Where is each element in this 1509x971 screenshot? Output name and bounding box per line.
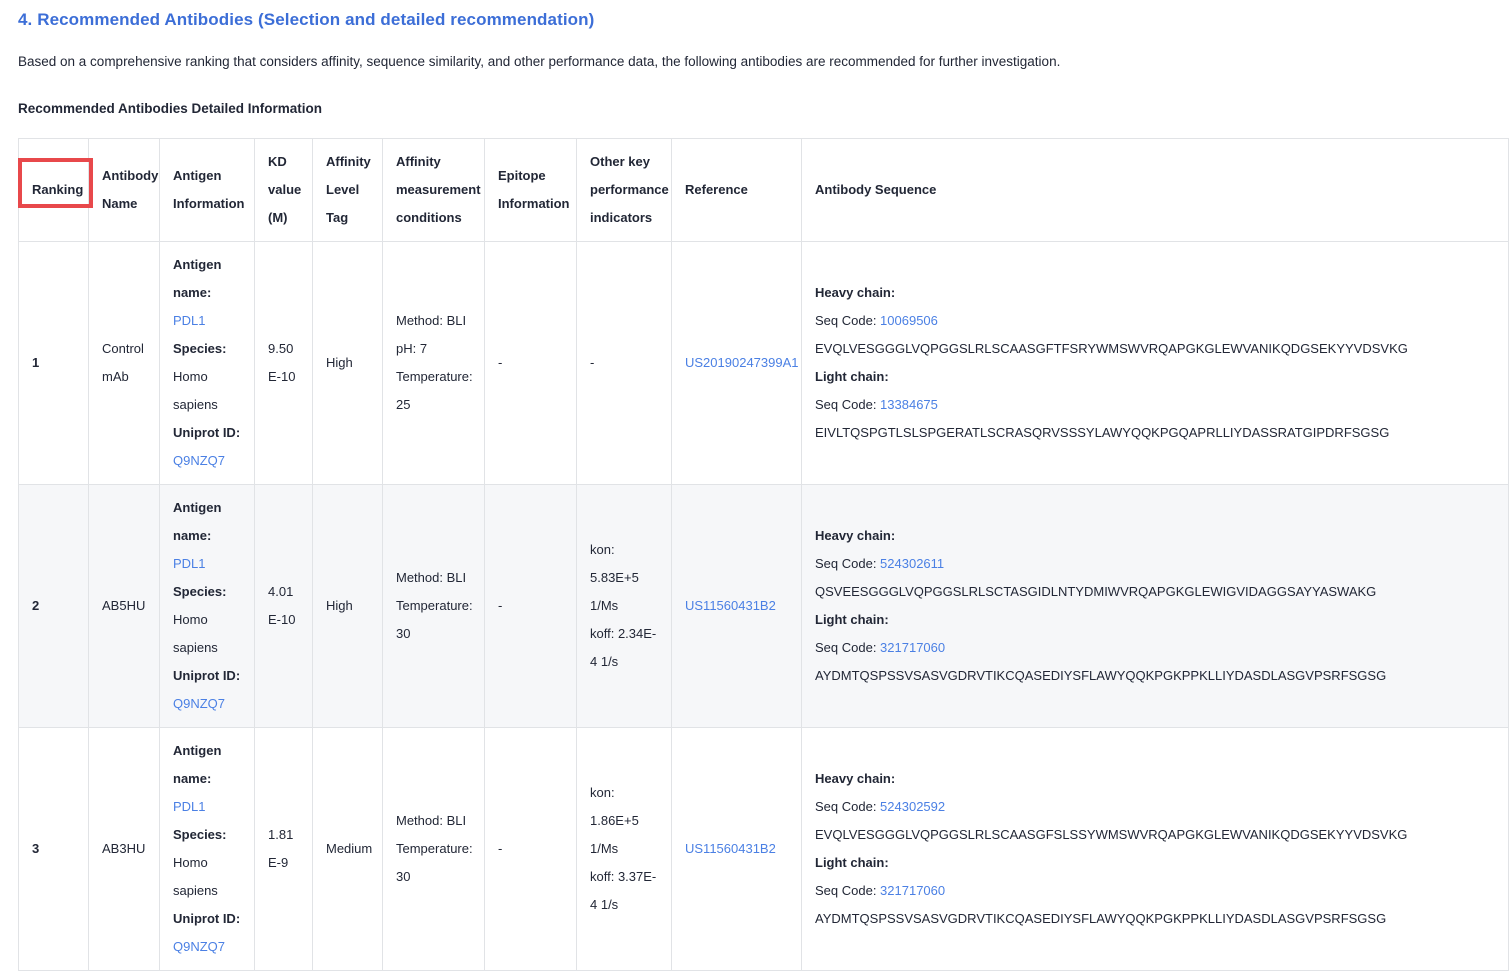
kd-value-cell: 9.50E-10 — [255, 242, 313, 485]
ranking-cell: 2 — [19, 485, 89, 728]
affinity-level-cell: High — [313, 242, 383, 485]
seq-code-label: Seq Code: — [815, 556, 881, 571]
header-epitope-information: Epitope Information — [485, 139, 577, 242]
species-label: Species: — [173, 341, 227, 356]
species-value: Homo sapiens — [173, 612, 218, 655]
heavy-seq-code-link[interactable]: 524302611 — [880, 556, 945, 571]
indicator-line: kon: 1.86E+5 1/Ms — [590, 785, 639, 856]
uniprot-link[interactable]: Q9NZQ7 — [173, 453, 226, 468]
ranking-cell: 1 — [19, 242, 89, 485]
condition-line: Temperature: 30 — [396, 598, 473, 641]
seq-code-label: Seq Code: — [815, 397, 881, 412]
affinity-level-cell: High — [313, 485, 383, 728]
recommended-antibodies-table — [18, 138, 1509, 971]
light-seq-code-link[interactable]: 321717060 — [880, 640, 946, 655]
reference-cell — [672, 728, 802, 971]
heavy-seq-code-link[interactable]: 524302592 — [880, 799, 946, 814]
table-header-row — [19, 139, 1509, 242]
table-row — [19, 728, 1509, 971]
heavy-sequence: EVQLVESGGGLVQPGGSLRLSCAASGFSLSSYWMSWVRQAPGKGLEWVANIKQDGSEKYYVDSVKG — [815, 827, 1408, 842]
header-ranking: Ranking — [19, 139, 89, 242]
table-row — [19, 485, 1509, 728]
other-indicators-cell — [577, 242, 672, 485]
header-affinity-measurement-conditions: Affinity measurement conditions — [383, 139, 485, 242]
antigen-info-cell — [160, 728, 255, 971]
light-chain-label: Light chain: — [815, 855, 889, 870]
light-chain-label: Light chain: — [815, 369, 889, 384]
uniprot-label: Uniprot ID: — [173, 425, 241, 440]
antigen-name-link[interactable]: PDL1 — [173, 313, 206, 328]
intro-paragraph: Based on a comprehensive ranking that considers affinity, sequence similarity, and other performance data, the following antibodies are recommended for further investigation. — [18, 54, 1061, 69]
antigen-name-link[interactable]: PDL1 — [173, 556, 206, 571]
header-antibody-sequence: Antibody Sequence — [802, 139, 1509, 242]
table-caption: Recommended Antibodies Detailed Information — [18, 101, 323, 116]
epitope-cell: - — [485, 485, 577, 728]
light-sequence: EIVLTQSPGTLSLSPGERATLSCRASQRVSSSYLAWYQQKPGQAPRLLIYDASSRATGIPDRFSGSG — [815, 425, 1390, 440]
conditions-cell — [383, 242, 485, 485]
light-seq-code-link[interactable]: 13384675 — [880, 397, 938, 412]
header-reference: Reference — [672, 139, 802, 242]
sequence-cell — [802, 728, 1509, 971]
uniprot-label: Uniprot ID: — [173, 911, 241, 926]
header-kd-value: KD value (M) — [255, 139, 313, 242]
seq-code-label: Seq Code: — [815, 883, 881, 898]
other-indicators-cell — [577, 485, 672, 728]
antibody-name-cell: Control mAb — [89, 242, 160, 485]
header-antibody-name: Antibody Name — [89, 139, 160, 242]
species-value: Homo sapiens — [173, 855, 218, 898]
condition-line: Method: BLI — [396, 313, 467, 328]
epitope-cell: - — [485, 242, 577, 485]
section-title: 4. Recommended Antibodies (Selection and detailed recommendation) — [18, 10, 595, 29]
indicator-line: koff: 2.34E-4 1/s — [590, 626, 657, 669]
indicator-line: - — [590, 355, 595, 370]
table-row — [19, 242, 1509, 485]
epitope-cell: - — [485, 728, 577, 971]
seq-code-label: Seq Code: — [815, 640, 881, 655]
heavy-sequence: EVQLVESGGGLVQPGGSLRLSCAASGFTFSRYWMSWVRQAPGKGLEWVANIKQDGSEKYYVDSVKG — [815, 341, 1408, 356]
header-other-key-performance-indicators: Other key performance indicators — [577, 139, 672, 242]
condition-line: Temperature: 25 — [396, 369, 473, 412]
other-indicators-cell — [577, 728, 672, 971]
seq-code-label: Seq Code: — [815, 799, 881, 814]
sequence-cell — [802, 242, 1509, 485]
antigen-info-cell — [160, 485, 255, 728]
antibody-name-cell: AB5HU — [89, 485, 160, 728]
condition-line: Temperature: 30 — [396, 841, 473, 884]
indicator-line: koff: 3.37E-4 1/s — [590, 869, 657, 912]
reference-link[interactable]: US11560431B2 — [685, 598, 776, 613]
reference-link[interactable]: US11560431B2 — [685, 841, 776, 856]
condition-line: Method: BLI — [396, 813, 467, 828]
uniprot-link[interactable]: Q9NZQ7 — [173, 939, 226, 954]
species-label: Species: — [173, 827, 227, 842]
reference-cell — [672, 242, 802, 485]
light-chain-label: Light chain: — [815, 612, 889, 627]
heavy-chain-label: Heavy chain: — [815, 285, 896, 300]
conditions-cell — [383, 485, 485, 728]
seq-code-label: Seq Code: — [815, 313, 881, 328]
conditions-cell — [383, 728, 485, 971]
condition-line: Method: BLI — [396, 570, 467, 585]
indicator-line: kon: 5.83E+5 1/Ms — [590, 542, 639, 613]
kd-value-cell: 1.81E-9 — [255, 728, 313, 971]
heavy-sequence: QSVEESGGGLVQPGGSLRLSCTASGIDLNTYDMIWVRQAPGKGLEWIGVIDAGGSAYYASWAKG — [815, 584, 1377, 599]
species-label: Species: — [173, 584, 227, 599]
reference-link[interactable]: US20190247399A1 — [685, 355, 799, 370]
ranking-cell: 3 — [19, 728, 89, 971]
antigen-name-label: Antigen name: — [173, 257, 222, 300]
heavy-chain-label: Heavy chain: — [815, 771, 896, 786]
antigen-name-label: Antigen name: — [173, 743, 222, 786]
antigen-name-link[interactable]: PDL1 — [173, 799, 206, 814]
header-affinity-level-tag: Affinity Level Tag — [313, 139, 383, 242]
species-value: Homo sapiens — [173, 369, 218, 412]
kd-value-cell: 4.01E-10 — [255, 485, 313, 728]
heavy-seq-code-link[interactable]: 10069506 — [880, 313, 938, 328]
reference-cell — [672, 485, 802, 728]
header-antigen-information: Antigen Information — [160, 139, 255, 242]
light-sequence: AYDMTQSPSSVSASVGDRVTIKCQASEDIYSFLAWYQQKPGKPPKLLIYDASDLASGVPSRFSGSG — [815, 668, 1387, 683]
sequence-cell — [802, 485, 1509, 728]
affinity-level-cell: Medium — [313, 728, 383, 971]
heavy-chain-label: Heavy chain: — [815, 528, 896, 543]
uniprot-label: Uniprot ID: — [173, 668, 241, 683]
antigen-name-label: Antigen name: — [173, 500, 222, 543]
antigen-info-cell — [160, 242, 255, 485]
antibody-name-cell: AB3HU — [89, 728, 160, 971]
uniprot-link[interactable]: Q9NZQ7 — [173, 696, 226, 711]
light-sequence: AYDMTQSPSSVSASVGDRVTIKCQASEDIYSFLAWYQQKPGKPPKLLIYDASDLASGVPSRFSGSG — [815, 911, 1387, 926]
condition-line: pH: 7 — [396, 341, 428, 356]
light-seq-code-link[interactable]: 321717060 — [880, 883, 946, 898]
